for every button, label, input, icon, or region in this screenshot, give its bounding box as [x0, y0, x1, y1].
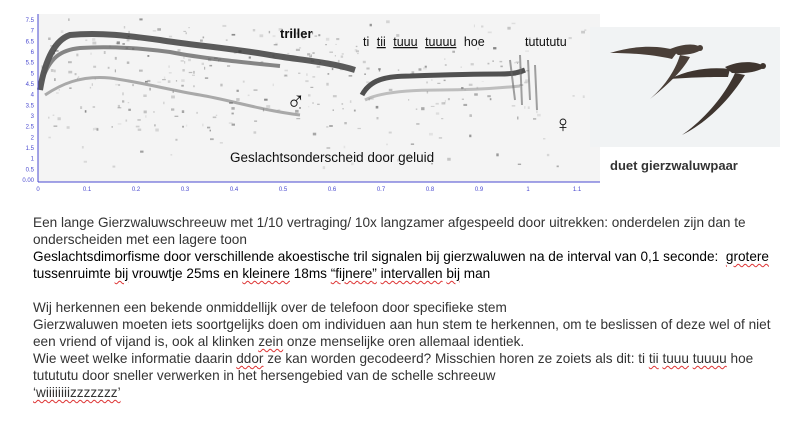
text-block — [33, 214, 783, 401]
y-tick-label: 7.5 — [25, 18, 34, 24]
swift-pair-photo — [590, 27, 780, 147]
spectrogram — [0, 0, 600, 200]
word-vrouwtje: vrouwtje 25ms en — [132, 266, 239, 281]
word-zein: zein — [258, 334, 284, 349]
y-tick-label: 1 — [30, 156, 34, 163]
word-tuuuu: tuuuu — [692, 351, 727, 366]
x-tick-label: 0.2 — [131, 187, 141, 193]
word-18ms: 18ms — [293, 266, 327, 281]
x-tick-label: 0.8 — [425, 187, 435, 193]
y-tick-label: 0.5 — [25, 167, 34, 174]
label-ti: ti — [363, 35, 370, 49]
x-tick-label: 0.5 — [278, 187, 288, 193]
word-tii: tii — [648, 351, 659, 366]
word-bij: bij — [114, 266, 129, 281]
y-tick-label: 3.5 — [25, 103, 34, 110]
paragraph-phone: Wij herkennen een bekende onmiddellijk over de telefoon door specifieke stem — [33, 300, 507, 315]
word-fijnere: “fijnere” — [330, 266, 377, 281]
x-tick-label: 0 — [36, 187, 40, 193]
y-tick-label: 6.5 — [25, 39, 34, 46]
encoding-text-end: hoe tutututu door sneller verwerken in het hersengebied van de schelle schreeuw — [33, 351, 754, 383]
dimorphism-text: Geslachtsdimorfisme door verschillende akoestische tril signalen bij gierzwaluwen na de interval van 0,1 seconde: — [33, 249, 719, 264]
x-tick-label: 1 — [526, 187, 530, 193]
y-tick-label: 5 — [30, 71, 34, 78]
male-symbol-icon: ♂ — [286, 86, 306, 116]
y-tick-label: 5.5 — [25, 60, 34, 67]
y-tick-label: 2 — [30, 135, 34, 142]
label-tuuuu: tuuuu — [425, 35, 457, 49]
x-tick-label: 1.1 — [572, 187, 582, 193]
word-grotere: grotere — [725, 249, 769, 264]
x-tick-label: 0.6 — [327, 187, 337, 193]
x-tick-label: 0.4 — [229, 187, 239, 193]
y-tick-label: 2.5 — [25, 124, 34, 131]
encoding-text: Wie weet welke informatie daarin — [33, 351, 233, 366]
paragraph-recognition — [33, 316, 783, 350]
x-tick-label: 0.7 — [376, 187, 386, 193]
y-tick-label: 7 — [30, 28, 34, 35]
y-tick-label: 6 — [30, 50, 34, 56]
x-tick-label: 0.3 — [180, 187, 190, 193]
word-tuuu: tuuu — [662, 351, 689, 366]
word-kleinere: kleinere — [242, 266, 290, 281]
recognition-text: Gierzwaluwen moeten iets soortgelijks doen om individuen aan hun stem te herkennen, om te beslissen of deze wel of niet een vriend of vijand is, ook al klinken — [33, 317, 771, 349]
y-tick-label: 0.00 — [22, 178, 34, 184]
y-tick-label: 4 — [30, 92, 34, 99]
x-tick-label: 0.9 — [474, 187, 484, 193]
label-tuuu: tuuu — [393, 35, 418, 49]
encoding-text-mid: ze kan worden gecodeerd? Misschien horen ze zoiets als dit: ti — [267, 351, 646, 366]
photo-caption: duet gierzwaluwpaar — [610, 158, 738, 173]
word-man: man — [463, 266, 491, 281]
word-tussenruimte: tussenruimte — [33, 266, 111, 281]
word-bij-2: bij — [446, 266, 460, 281]
y-tick-label: 4.5 — [25, 82, 34, 88]
recognition-text-end: onze menselijke oren allemaal identiek. — [286, 334, 525, 349]
paragraph-encoding — [33, 350, 783, 401]
label-hoe: hoe — [463, 35, 485, 49]
spectrogram-caption: Geslachtsonderscheid door geluid — [230, 150, 435, 165]
y-tick-label: 1.5 — [25, 146, 34, 152]
word-ddor: ddor — [236, 351, 264, 366]
label-triller: triller — [280, 26, 313, 41]
label-tii: tii — [376, 35, 386, 49]
y-tick-label: 3 — [30, 114, 34, 120]
word-intervallen: intervallen — [380, 266, 443, 281]
label-tutututu: tutututu — [525, 35, 567, 49]
paragraph-intro: Een lange Gierzwaluwschreeuw met 1/10 vertraging/ 10x langzamer afgespeeld door uitrekken: onderdelen zijn dan te onderscheiden met een lagere toon — [33, 215, 746, 247]
x-tick-label: 0.1 — [82, 187, 92, 193]
paragraph-dimorphism — [33, 248, 783, 282]
word-wiiii: ‘wiiiiiiiizzzzzzz’ — [33, 385, 121, 400]
female-symbol-icon: ♀ — [554, 111, 572, 138]
